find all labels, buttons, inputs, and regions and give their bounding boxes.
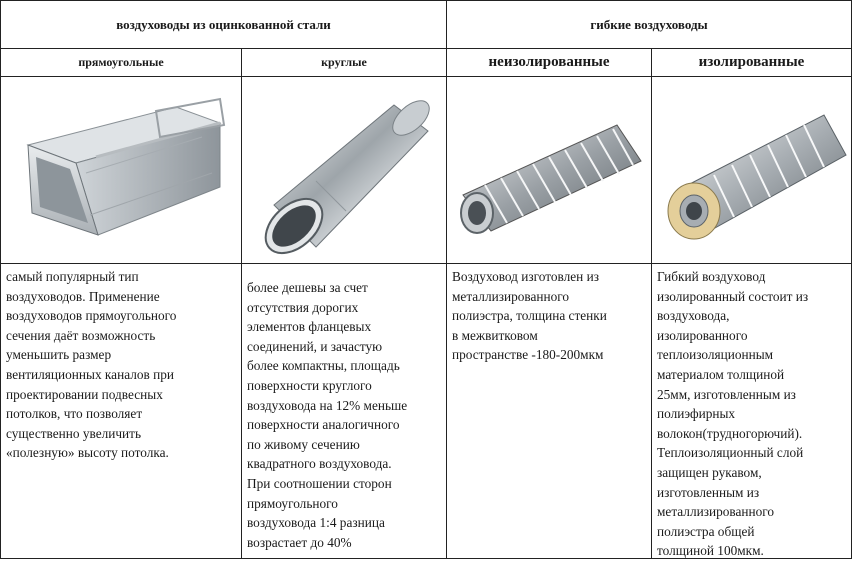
subheader-insulated: изолированные: [651, 48, 852, 77]
rectangular-duct-image: [0, 76, 242, 264]
header-flexible-ducts: гибкие воздуховоды: [446, 0, 852, 49]
description-insulated: Гибкий воздуховод изолированный состоит из воздуховода, изолированного теплоизоляционным материалом толщиной 25мм, изготовленным из полиэфирных волокон(трудногорючий). Теплоизоляционный слой защищен рукавом, изготовленным из металлизированного полиэстра общей толщиной 100мкм.: [651, 263, 852, 559]
description-uninsulated: Воздуховод изготовлен из металлизированного полиэстра, толщина стенки в межвитковом пространстве -180-200мкм: [446, 263, 652, 559]
description-round: более дешевы за счет отсутствия дорогих элементов фланцевых соединений, и зачастую более компактны, площадь поверхности круглого воздуховода на 12% меньше поверхности аналогичного по живому сечению квадратного воздуховода. При соотношении сторон прямоугольного воздуховода 1:4 разница возрастает до 40%: [241, 263, 447, 559]
header-galvanized-ducts: воздуховоды из оцинкованной стали: [0, 0, 447, 49]
insulated-flex-duct-image: [651, 76, 852, 264]
uninsulated-flex-duct-image: [446, 76, 652, 264]
subheader-rectangular: прямоугольные: [0, 48, 242, 77]
round-duct-image: [241, 76, 447, 264]
subheader-round: круглые: [241, 48, 447, 77]
subheader-uninsulated: неизолированные: [446, 48, 652, 77]
description-rectangular: самый популярный тип воздуховодов. Применение воздуховодов прямоугольного сечения даёт возможность уменьшить размер вентиляционных каналов при проектировании подвесных потолков, что позволяет существенно увеличить «полезную» высоту потолка.: [0, 263, 242, 559]
